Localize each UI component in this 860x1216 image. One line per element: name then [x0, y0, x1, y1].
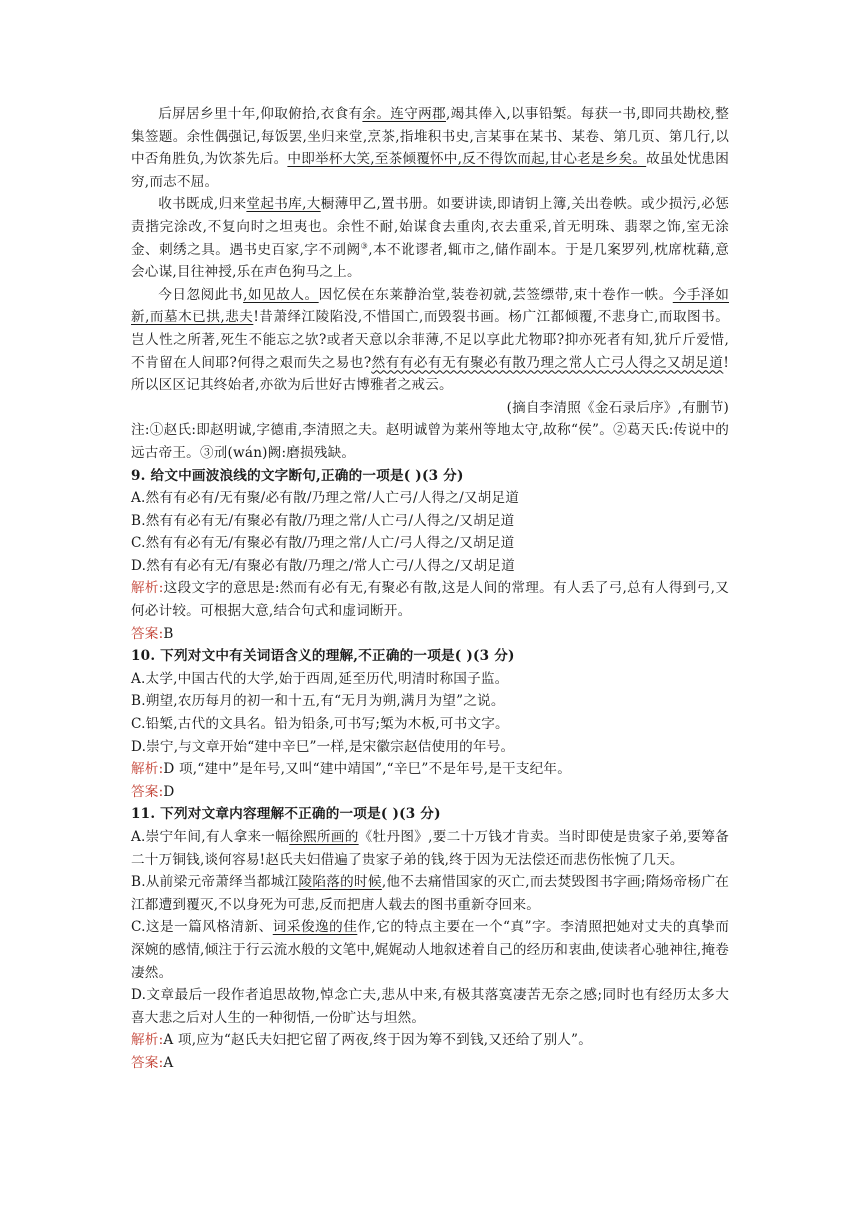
question-10-option-a: A.太学,中国古代的大学,始于西周,延至历代,明清时称国子监。	[131, 670, 509, 687]
analysis-text: 这段文字的意思是:然而有必有无,有聚必有散,这是人间的常理。有人丢了弓,总有人得到弓,又何必计较。可根据大意,结合句式和虚词断开。	[131, 580, 729, 620]
question-9-option-c: C.然有有必有无/有聚必有散/乃理之常/人亡/弓人得之/又胡足道	[131, 535, 515, 552]
question-9-option-d: D.然有有必有无/有聚必有散/乃理之/常人亡弓/人得之/又胡足道	[131, 557, 515, 574]
answer-value: A	[163, 1054, 174, 1071]
document-page	[131, 103, 729, 1075]
analysis-label: 解析:	[131, 580, 164, 597]
question-9-stem: 9. 给文中画波浪线的文字断句,正确的一项是( )(3 分)	[131, 467, 464, 484]
question-10-answer	[131, 781, 729, 804]
text-run: 因忆侯在东莱静治堂,装卷初就,芸签缥带,束十卷作一帙。	[318, 286, 673, 303]
passage-paragraph-2	[131, 193, 729, 283]
text-run: 《牡丹图》,要二十万钱才肯卖。当时即使是贵家子弟,要筹备二十万铜钱,谈何容易!赵氏夫妇借遍了贵家子弟的钱,终于因为无法偿还而悲伤怅惋了几天。	[131, 829, 729, 868]
passage-paragraph-1	[131, 103, 729, 193]
text-run: 作,它的特点主要在一个“真”字。李清照把她对丈夫的真挚而深婉的感情,倾注于行云流水般的文笔中,娓娓动人地叙述着自己的经历和衷曲,使读者心驰神往,掩卷凄然。	[131, 919, 730, 981]
question-11-option-d: D.文章最后一段作者追思故物,悼念亡夫,悲从中来,有极其落寞凄苦无奈之感;同时也有经历太多大喜大悲之后对人生的一种彻悟,一份旷达与坦然。	[131, 987, 729, 1026]
text-run: !昔萧绎江陵陷没,不惜国亡,而毁裂书画。杨广江都倾覆,不悲身亡,而取图书。岂人性之所著,死生不能忘之欤?或者天意以余菲薄,不足以享此尤物耶?抑亦死者有知,犹斤斤爱惜,不肯留在人间耶?何得之艰而失之易也?	[131, 309, 729, 371]
answer-value: D	[163, 783, 175, 800]
analysis-label: 解析:	[131, 761, 164, 778]
question-11-stem: 11. 下列对文章内容理解不正确的一项是( )(3 分)	[131, 806, 441, 823]
text-run: 后屏居乡里十年,仰取俯拾,衣食有	[158, 106, 363, 122]
question-10-option-d: D.崇宁,与文章开始“建中辛巳”一样,是宋徽宗赵佶使用的年号。	[131, 738, 515, 755]
passage-source: (摘自李清照《金石录后序》,有删节)	[506, 399, 729, 416]
text-run: B.从前梁元帝萧绎当都城江	[131, 874, 299, 891]
answer-label: 答案:	[131, 1054, 164, 1071]
text-run: ,本不讹谬者,辄市之,储作副本。于是几案罗列,枕席枕藉,意会心谋,目往神授,乐在声色狗马之上。	[131, 241, 729, 281]
text-run: A.崇宁年间,有人拿来一幅	[131, 829, 290, 845]
analysis-text: D 项,“建中”是年号,又叫“建中靖国”,“辛巳”不是年号,是干支纪年。	[163, 761, 572, 778]
passage-paragraph-3	[131, 284, 729, 397]
question-11-analysis	[131, 1029, 729, 1052]
answer-label: 答案:	[131, 783, 164, 800]
question-9-option-a: A.然有有必有/无有聚/必有散/乃理之常/人亡弓/人得之/又胡足道	[131, 490, 520, 507]
underlined-text: 堂起书库,大	[246, 196, 321, 213]
question-10-option-b: B.朔望,农历每月的初一和十五,有“无月为朔,满月为望”之说。	[131, 693, 505, 710]
question-11-answer	[131, 1052, 729, 1075]
underlined-text: 陵陷落的时候	[298, 874, 382, 891]
annotation-notes: 注:①赵氏:即赵明诚,字德甫,李清照之夫。赵明诚曾为莱州等地太守,故称“侯”。②葛天氏:传说中的远古帝王。③刓(wán)阙:磨损残缺。	[131, 422, 729, 461]
answer-label: 答案:	[131, 625, 164, 642]
analysis-label: 解析:	[131, 1032, 164, 1049]
answer-value: B	[163, 625, 174, 642]
underlined-text: 中即举杯大笑,至茶倾覆怀中,反不得饮而起,甘心老是乡矣。	[287, 151, 647, 168]
question-10-analysis	[131, 758, 729, 781]
underlined-text: 今手泽如新,而墓木已拱,悲夫	[131, 286, 729, 326]
text-run: 故虽处忧患困穷,而志不屈。	[131, 151, 729, 190]
text-run: 今日忽阅此书	[158, 286, 244, 303]
underlined-text: ,如见故人。	[243, 286, 319, 303]
underlined-text: 词采俊逸的佳	[272, 919, 358, 936]
question-11-option-c	[131, 916, 729, 984]
question-11-option-b	[131, 871, 729, 916]
question-10-option-c: C.铅椠,古代的文具名。铅为铅条,可书写;椠为木板,可书文字。	[131, 716, 509, 733]
question-9-option-b: B.然有有必有无/有聚必有散/乃理之常/人亡弓/人得之/又胡足道	[131, 512, 515, 529]
question-11-option-a	[131, 826, 729, 871]
question-9-analysis	[131, 577, 729, 622]
wavy-underlined-text: 然有有必有无有聚必有散乃理之常人亡弓人得之又胡足道	[371, 354, 724, 371]
question-9-answer	[131, 623, 729, 646]
text-run: C.这是一篇风格清新、	[131, 919, 273, 936]
text-run: ,他不去痛惜国家的灭亡,而去焚毁图书字画;隋炀帝杨广在江都遭到覆灭,不以身死为可悲,反而把唐人载去的图书重新夺回来。	[131, 874, 729, 913]
text-run: !所以区区记其终始者,亦欲为后世好古博雅者之戒云。	[131, 354, 729, 394]
text-run: 收书既成,归来	[158, 196, 247, 213]
underlined-text: 余。连守两郡	[362, 106, 446, 122]
text-run: 橱薄甲乙,置书册。如要讲读,即请钥上簿,关出卷帙。或少损污,必惩责揩完涂改,不复向时之坦夷也。余性不耐,始谋食去重肉,衣去重采,首无明珠、翡翠之饰,室无涂金、刺绣之具。遇书史百家,字不刓阙	[131, 196, 729, 258]
underlined-text: 徐熙所画的	[289, 829, 359, 845]
question-10-stem: 10. 下列对文中有关词语含义的理解,不正确的一项是( )(3 分)	[131, 648, 515, 665]
footnote-marker: ③	[360, 241, 369, 251]
analysis-text: A 项,应为“赵氏夫妇把它留了两夜,终于因为筹不到钱,又还给了别人”。	[163, 1032, 592, 1049]
text-run: ,竭其俸入,以事铅椠。每获一书,即同共勘校,整集签题。余性偶强记,每饭罢,坐归来堂,烹茶,指堆积书史,言某事在某书、某卷、第几页、第几行,以中否角胜负,为饮茶先后。	[131, 106, 729, 168]
